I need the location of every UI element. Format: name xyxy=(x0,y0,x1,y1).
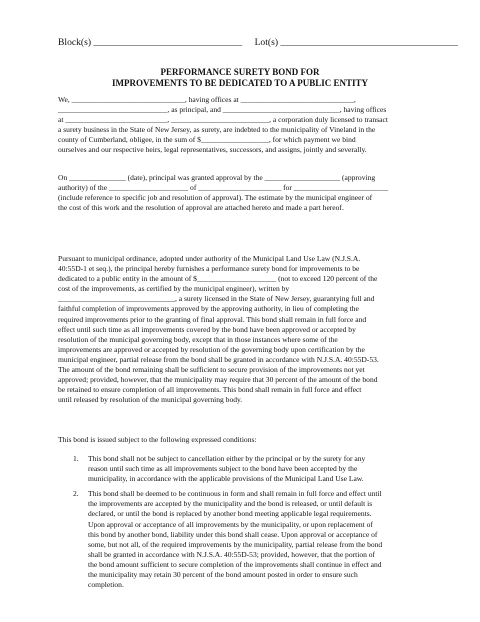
intro-paragraph xyxy=(58,95,426,156)
pursuant-line: resolution of the municipal governing body, except that in those instances where some of the xyxy=(58,334,338,344)
condition-item xyxy=(58,454,426,484)
approval-paragraph xyxy=(58,173,426,213)
condition-line: shall be granted in accordance with N.J.S.A. 40:55D-53; provided, however, that the portion of xyxy=(88,549,376,559)
pursuant-line: faithful completion of improvements approved by the approving authority, in lieu of completing the xyxy=(58,304,359,314)
pursuant-line: cost of the improvements, as certified by the municipal engineer), written by xyxy=(58,284,290,294)
pursuant-line: _______________________________, a surety licensed in the State of New Jersey, guarantying full and xyxy=(58,294,375,304)
intro-line: county of Cumberland, obligee, in the sum of $__________________, for which payment we bind xyxy=(58,135,356,145)
block-field: Block(s) _______________________________ xyxy=(58,37,243,48)
pursuant-line: The amount of the bond remaining shall be sufficient to secure provision of the improvements not yet xyxy=(58,365,365,375)
pursuant-line: required improvements prior to the granting of final approval. This bond shall remain in full force and xyxy=(58,314,367,324)
title-line-2: IMPROVEMENTS TO BE DEDICATED TO A PUBLIC ENTITY xyxy=(112,77,368,88)
intro-line: _____________________________, as principal, and _______________________________, having offices xyxy=(58,105,387,115)
pursuant-paragraph xyxy=(58,254,426,405)
pursuant-line: effect until such time as all improvements covered by the bond have been approved or accepted by xyxy=(58,324,356,334)
condition-line: some, but not all, of the required improvements by the municipality, partial release from the bond xyxy=(88,539,383,549)
block-lot-header xyxy=(58,37,458,48)
pursuant-line: improvements are approved or accepted by resolution of the governing body upon certification by the xyxy=(58,344,365,354)
approval-line: authority) of the _____________________ of ______________________ for _________________________ xyxy=(58,183,389,193)
conditions-intro-text: This bond is issued subject to the following expressed conditions: xyxy=(58,435,257,444)
lot-field: Lot(s) _____________________________________ xyxy=(254,37,458,48)
approval-line: the cost of this work and the resolution of approval are attached hereto and made a part hereof. xyxy=(58,203,344,213)
conditions-list xyxy=(58,454,426,595)
pursuant-line: approved; provided, however, that the municipality may require that 30 percent of the amount of the bond xyxy=(58,375,378,385)
pursuant-line: be retained to ensure completion of all improvements. This bond shall remain in full force and effect xyxy=(58,385,362,395)
condition-line: This bond shall be deemed to be continuous in form and shall remain in full force and effect until xyxy=(88,489,382,499)
intro-line: a surety business in the State of New Jersey, as surety, are indebted to the municipality of Vineland in the xyxy=(58,125,376,135)
pursuant-line: Pursuant to municipal ordinance, adopted under authority of the Municipal Land Use Law (N.J.S.A. xyxy=(58,254,361,263)
condition-line: the bond amount sufficient to secure completion of the improvements shall continue in effect and xyxy=(88,559,382,569)
pursuant-line: until released by resolution of the municipal governing body. xyxy=(58,395,243,405)
condition-line: municipality, in accordance with the applicable provisions of the Municipal Land Use Law. xyxy=(88,474,364,484)
pursuant-line: 40:55D-1 et seq.), the principal hereby furnishes a performance surety bond for improvements to be xyxy=(58,264,360,274)
condition-number: 1. xyxy=(73,454,79,463)
conditions-intro xyxy=(58,435,426,445)
condition-item xyxy=(58,489,426,590)
condition-line: the municipality may retain 30 percent of the bond amount posted in order to ensure such xyxy=(88,570,358,580)
condition-number: 2. xyxy=(73,489,79,499)
condition-line: this bond by another bond, liability under this bond shall cease. Upon approval or acceptance of xyxy=(88,529,378,539)
condition-line: completion. xyxy=(88,580,124,590)
condition-line: reason until such time as all improvements subject to the bond have been accepted by the xyxy=(88,464,358,474)
condition-line: the improvements are accepted by the municipality and the bond is released, or until default is xyxy=(88,499,373,509)
pursuant-line: dedicated to a public entity in the amount of $_____________________ (not to exceed 120 percent of the xyxy=(58,274,378,284)
approval-line: On _______________ (date), principal was granted approval by the ____________________ (approving xyxy=(58,173,376,182)
pursuant-line: municipal engineer, partial release from the bond shall be granted in accordance with N.J.S.A. 40:55D-53. xyxy=(58,354,379,364)
document-title xyxy=(0,67,480,88)
condition-line: Upon approval or acceptance of all improvements by the municipality, or upon replacement of xyxy=(88,519,373,529)
title-line-1: PERFORMANCE SURETY BOND FOR xyxy=(160,67,320,77)
condition-line: This bond shall not be subject to cancellation either by the principal or by the surety for any xyxy=(88,454,366,463)
approval-line: (include reference to specific job and resolution of approval). The estimate by the municipal engineer of xyxy=(58,193,373,203)
intro-line: ourselves and our respective heirs, legal representatives, successors, and assigns, jointly and severally. xyxy=(58,145,367,155)
intro-line: We, ______________________________, having offices at ______________________________, xyxy=(58,95,356,104)
intro-line: at ___________________________, __________________________, a corporation duly licensed to transact xyxy=(58,115,388,125)
condition-line: declared, or until the bond is replaced by another bond meeting applicable legal requirements. xyxy=(88,509,372,519)
